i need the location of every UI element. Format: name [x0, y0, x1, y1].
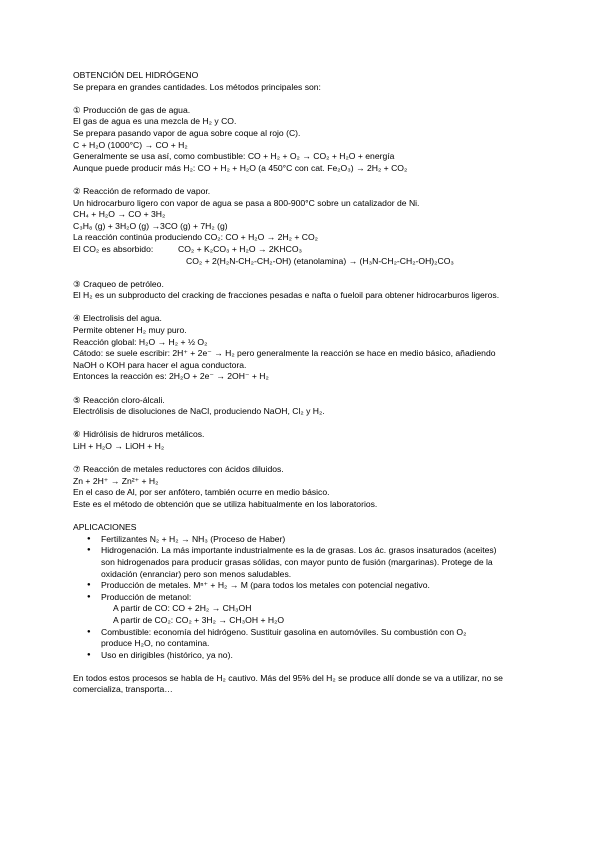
section-heading: ② Reacción de reformado de vapor. — [73, 185, 211, 196]
intro-text: Se prepara en grandes cantidades. Los métodos principales son: — [73, 81, 321, 92]
section-line: Entonces la reacción es: 2H₂O + 2e⁻ → 2OH⁻ + H₂ — [73, 371, 269, 382]
section-line: El H₂ es un subproducto del cracking de fracciones pesadas e nafta o fueloil para obtener hidrocarburos ligeros. — [73, 290, 500, 301]
list-item-text: ● Uso en dirigibles (histórico, ya no). — [101, 649, 233, 660]
equation: CH₄ + H₂O → CO + 3H₂ — [73, 209, 166, 220]
section-line — [73, 244, 533, 256]
section-line: Se prepara pasando vapor de agua sobre coque al rojo (C). — [73, 127, 301, 138]
section-line: NaOH o KOH para hacer el agua conductora. — [73, 359, 247, 370]
paragraph-line: comercializa, transporta… — [73, 684, 173, 695]
section-reformado — [73, 186, 533, 267]
list-item-text: A partir de CO₂: CO₂ + 3H₂ → CH₃OH + H₂O — [113, 614, 285, 625]
list-item-text: A partir de CO: CO + 2H₂ → CH₃OH — [113, 603, 252, 614]
section-heading: ⑥ Hidrólisis de hidruros metálicos. — [73, 429, 205, 440]
closing-paragraph — [73, 673, 533, 696]
section-heading: APLICACIONES — [73, 522, 137, 533]
section-line: Electrólisis de disoluciones de NaCl, produciendo NaOH, Cl₂ y H₂. — [73, 406, 325, 417]
section-heading: ⑤ Reacción cloro-álcali. — [73, 394, 165, 405]
section-electrolisis — [73, 313, 533, 383]
equation: Zn + 2H⁺ → Zn²⁺ + H₂ — [73, 475, 159, 486]
section-cloro-alcali — [73, 395, 533, 418]
list-item-text: produce H₂O, no contamina. — [101, 638, 210, 649]
list-item-text: son hidrogenados para producir grasas sólidas, con mayor punto de fusión (margarinas). Protege de la — [101, 556, 493, 567]
section-line: Cátodo: se suele escribir: 2H⁺ + 2e⁻ → H₂ pero generalmente la reacción se hace en medio básico, añadiendo — [73, 348, 496, 359]
section-craqueo — [73, 279, 533, 302]
section-gas-de-agua — [73, 105, 533, 175]
section-line: La reacción continúa produciendo CO₂: CO + H₂O → 2H₂ + CO₂ — [73, 232, 319, 243]
list-item — [89, 545, 533, 580]
section-line: Este es el método de obtención que se utiliza habitualmente en los laboratorios. — [73, 498, 378, 509]
list-item — [89, 627, 533, 650]
applications-list — [73, 534, 533, 662]
section-line: Un hidrocarburo ligero con vapor de agua se pasa a 800-900°C sobre un catalizador de Ni. — [73, 197, 420, 208]
section-line: Permite obtener H₂ muy puro. — [73, 325, 187, 336]
paragraph-line: En todos estos procesos se habla de H₂ cautivo. Más del 95% del H₂ se produce allí donde se va a utilizar, no se — [73, 672, 503, 683]
list-item-text: ● Hidrogenación. La más importante industrialmente es la de grasas. Los ác. grasos insaturados (aceites) — [101, 545, 497, 556]
section-hidruros — [73, 429, 533, 452]
section-line: Aunque puede producir más H₂: CO + H₂ + H₂O (a 450°C con cat. Fe₂O₃) → 2H₂ + CO₂ — [73, 162, 408, 173]
list-item — [89, 592, 533, 627]
equation: LiH + H₂O → LiOH + H₂ — [73, 441, 165, 451]
list-item — [89, 580, 533, 592]
list-item-text: ● Producción de metales. Mⁿ⁺ + H₂ → M (para todos los metales con potencial negativo. — [101, 580, 430, 591]
section-line: En el caso de Al, por ser anfótero, también ocurre en medio básico. — [73, 487, 330, 498]
list-item-text: oxidación (enranciar) pero son menos saludables. — [101, 568, 292, 579]
list-item-text: ● Fertilizantes N₂ + H₂ → NH₃ (Proceso de Haber) — [101, 533, 286, 544]
section-aplicaciones — [73, 522, 533, 661]
list-item-text: ● Producción de metanol: — [101, 591, 192, 602]
absorption-label: El CO₂ es absorbido: — [73, 243, 154, 254]
section-line: Generalmente se usa así, como combustible: CO + H₂ + O₂ → CO₂ + H₂O + energía — [73, 151, 395, 162]
section-line: El gas de agua es una mezcla de H₂ y CO. — [73, 116, 237, 127]
equation: CO₂ + 2(H₂N-CH₂-CH₂-OH) (etanolamina) → (H₃N-CH₂-CH₂-OH)₂CO₃ — [186, 255, 454, 266]
equation: CO₂ + K₂CO₃ + H₂O → 2KHCO₃ — [178, 243, 303, 254]
document-title: OBTENCIÓN DEL HIDRÓGENO — [73, 70, 199, 80]
list-item-text: ● Combustible: economía del hidrógeno. Sustituir gasolina en automóviles. Su combustión con O₂ — [101, 626, 467, 637]
section-metales-acidos — [73, 464, 533, 510]
section-heading: ⑦ Reacción de metales reductores con ácidos diluidos. — [73, 464, 284, 475]
section-heading: ① Producción de gas de agua. — [73, 104, 191, 115]
list-item — [89, 534, 533, 546]
equation: C + H₂O (1000°C) → CO + H₂ — [73, 139, 188, 150]
equation: C₃H₈ (g) + 3H₂O (g) →3CO (g) + 7H₂ (g) — [73, 220, 228, 231]
equation: Reacción global: H₂O → H₂ + ½ O₂ — [73, 336, 208, 347]
list-item — [89, 650, 533, 662]
document-page — [73, 70, 533, 696]
section-heading: ④ Electrolisis del agua. — [73, 313, 162, 324]
section-heading: ③ Craqueo de petróleo. — [73, 278, 164, 289]
